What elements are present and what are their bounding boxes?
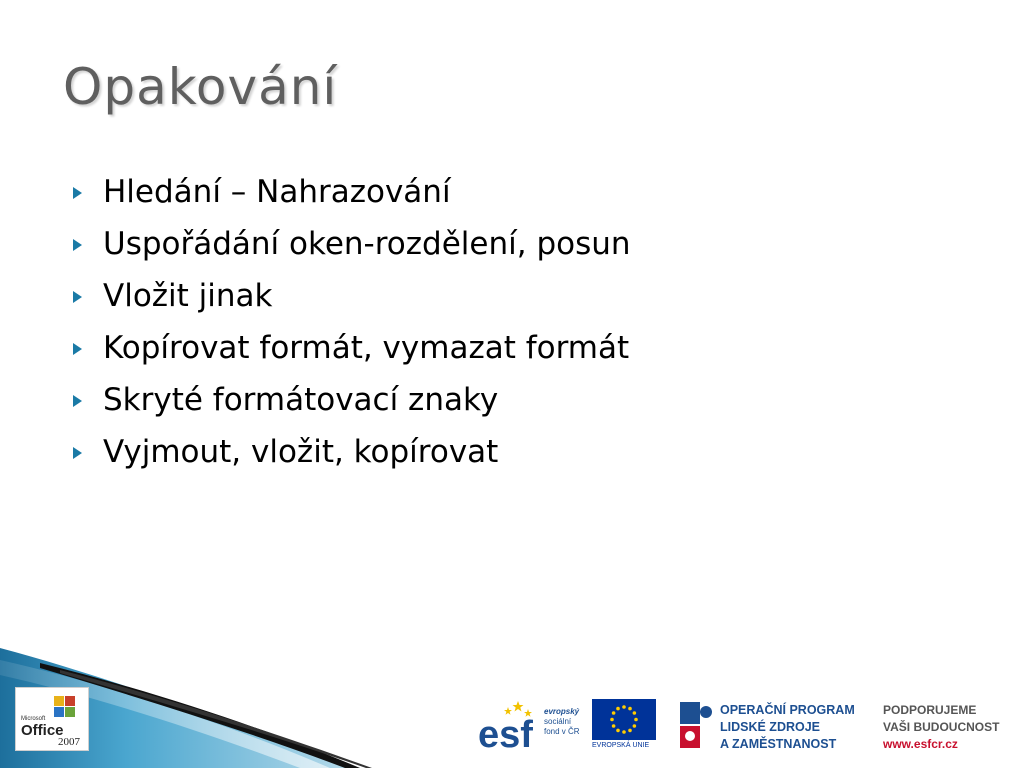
bullet-arrow-icon (73, 291, 82, 303)
bullet-item (73, 374, 631, 426)
bullet-arrow-icon (73, 187, 82, 199)
esf-line2: sociální (544, 717, 572, 726)
bullet-text: Vložit jinak (103, 278, 273, 314)
bullet-text: Skryté formátovací znaky (103, 382, 499, 418)
office-product: Office (21, 722, 64, 739)
bullet-text: Hledání – Nahrazování (103, 174, 451, 210)
office-brand: Microsoft (21, 716, 46, 722)
esf-line3: fond v ČR (544, 727, 580, 736)
bullet-item (73, 166, 631, 218)
eu-caption: EVROPSKÁ UNIE (592, 742, 650, 749)
eu-stars (592, 699, 656, 740)
esf-line1: evropský (544, 707, 580, 716)
op-lzz-icon (676, 700, 716, 752)
op-lzz-text (720, 702, 855, 753)
bullet-arrow-icon (73, 343, 82, 355)
eu-logo (592, 699, 656, 753)
esf-logo-mark (478, 697, 542, 751)
bullet-arrow-icon (73, 395, 82, 407)
bullet-item (73, 426, 631, 478)
office-year: 2007 (58, 736, 80, 748)
bullet-arrow-icon (73, 447, 82, 459)
eu-flag-icon (592, 699, 656, 740)
bullet-item (73, 322, 631, 374)
slide-title: Opakování (63, 58, 338, 116)
bullet-item (73, 218, 631, 270)
esf-caption (544, 707, 580, 737)
op-lzz-logo (676, 698, 866, 754)
svg-text:esf: esf (478, 714, 533, 751)
bullet-arrow-icon (73, 239, 82, 251)
bullet-text: Uspořádání oken-rozdělení, posun (103, 226, 631, 262)
op-line3: A ZAMĚSTNANOST (720, 737, 837, 751)
office-2007-logo (15, 687, 89, 751)
support-line2: VAŠI BUDOUCNOST (883, 720, 1000, 734)
bullet-item (73, 270, 631, 322)
op-line2: LIDSKÉ ZDROJE (720, 720, 821, 734)
office-logo-icon (52, 694, 82, 720)
bullet-text: Kopírovat formát, vymazat formát (103, 330, 630, 366)
op-line1: OPERAČNÍ PROGRAM (720, 703, 855, 717)
sponsor-logos (478, 697, 1024, 755)
support-line1: PODPORUJEME (883, 703, 977, 717)
esf-logo (478, 697, 586, 751)
bullet-text: Vyjmout, vložit, kopírovat (103, 434, 499, 470)
bullet-list (73, 166, 631, 478)
support-url: www.esfcr.cz (883, 737, 958, 751)
support-text (883, 702, 999, 753)
